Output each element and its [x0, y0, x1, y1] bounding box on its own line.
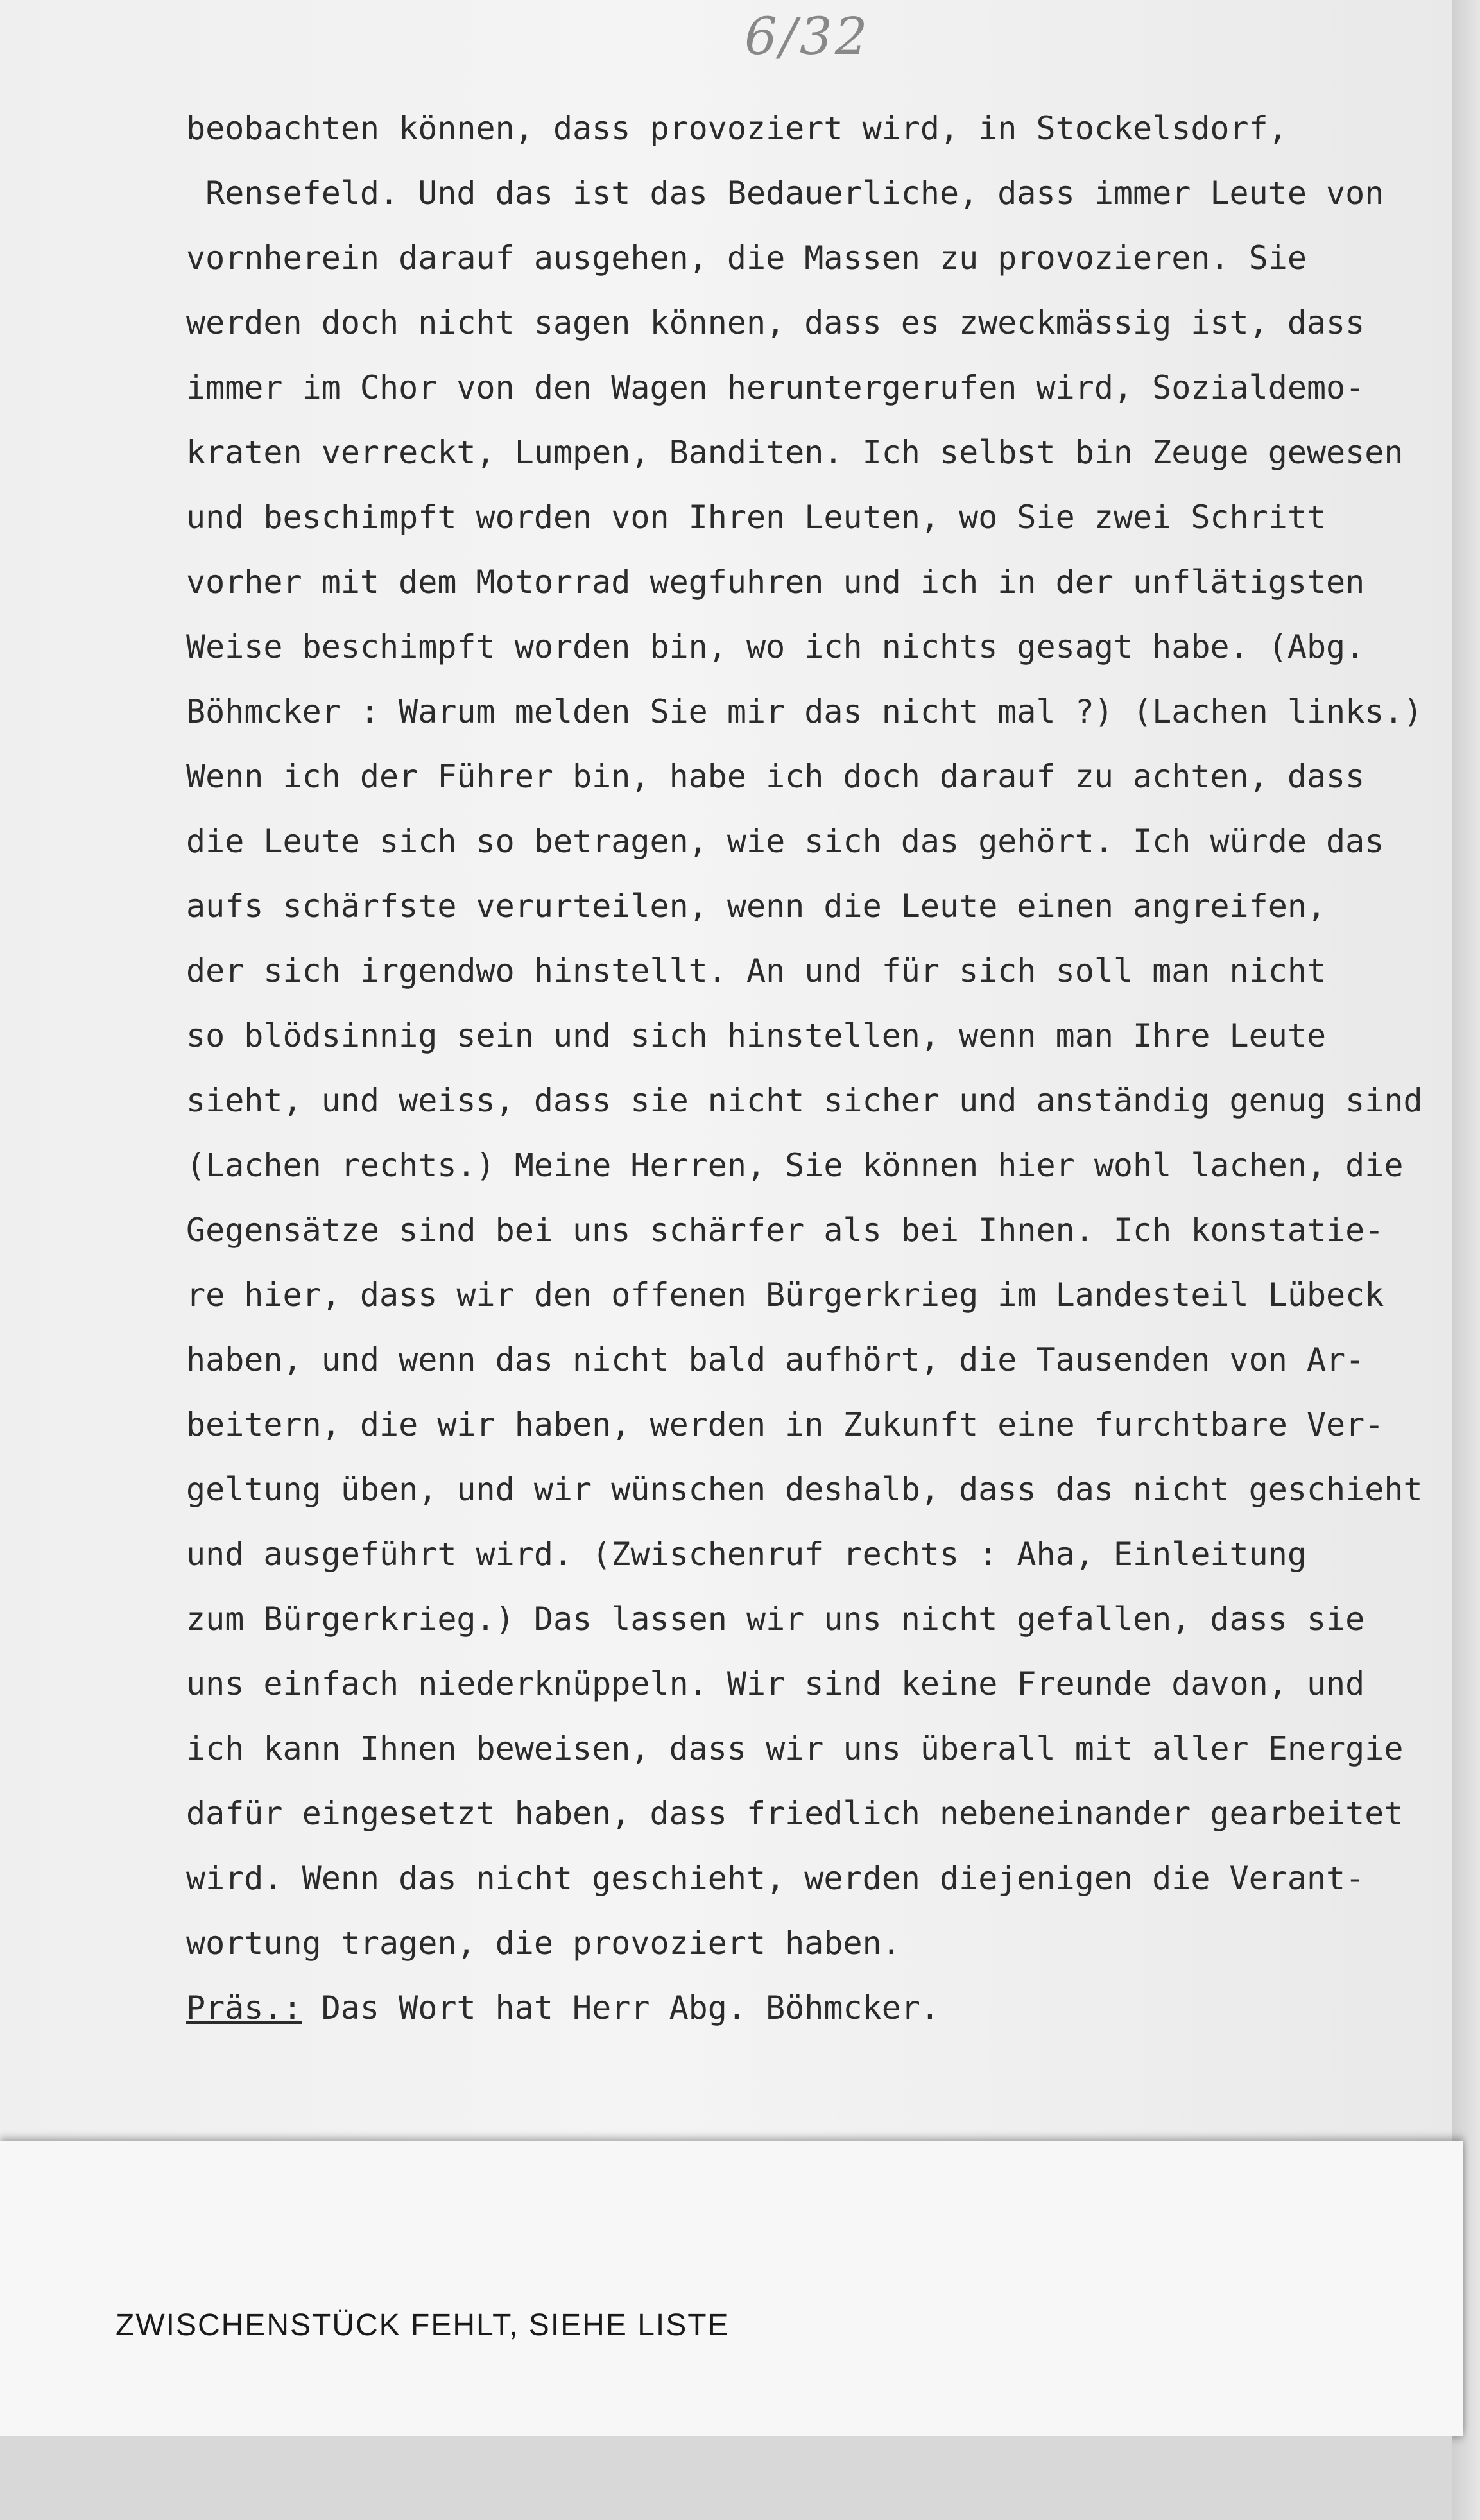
lower-page-band: [0, 2436, 1452, 2520]
text-line: uns einfach niederknüppeln. Wir sind keine Freunde davon, und: [186, 1665, 1365, 1702]
text-line: re hier, dass wir den offenen Bürgerkrieg im Landesteil Lübeck: [186, 1276, 1384, 1314]
text-line: haben, und wenn das nicht bald aufhört, die Tausenden von Ar-: [186, 1341, 1365, 1378]
text-line: vorher mit dem Motorrad wegfuhren und ich in der unflätigsten: [186, 563, 1365, 601]
text-line: werden doch nicht sagen können, dass es zweckmässig ist, dass: [186, 304, 1365, 341]
text-line: wortung tragen, die provoziert haben.: [186, 1924, 901, 1962]
text-line: Weise beschimpft worden bin, wo ich nichts gesagt habe. (Abg.: [186, 628, 1365, 665]
text-line: (Lachen rechts.) Meine Herren, Sie können hier wohl lachen, die: [186, 1147, 1404, 1184]
text-line: die Leute sich so betragen, wie sich das gehört. Ich würde das: [186, 823, 1384, 860]
text-line: beitern, die wir haben, werden in Zukunft eine furchtbare Ver-: [186, 1406, 1384, 1443]
text-line: und beschimpft worden von Ihren Leuten, wo Sie zwei Schritt: [186, 499, 1327, 536]
body-text: [186, 96, 1444, 2041]
text-line: kraten verreckt, Lumpen, Banditen. Ich selbst bin Zeuge gewesen: [186, 434, 1404, 471]
text-line: Böhmcker : Warum melden Sie mir das nicht mal ?) (Lachen links.): [186, 693, 1423, 730]
text-line: immer im Chor von den Wagen heruntergerufen wird, Sozialdemo-: [186, 369, 1365, 406]
text-line: zum Bürgerkrieg.) Das lassen wir uns nicht gefallen, dass sie: [186, 1600, 1365, 1638]
speaker-label: Präs.:: [186, 1989, 302, 2027]
text-line: aufs schärfste verurteilen, wenn die Leute einen angreifen,: [186, 887, 1327, 925]
pasted-note-slip: [0, 2141, 1463, 2436]
text-line: ich kann Ihnen beweisen, dass wir uns überall mit aller Energie: [186, 1730, 1404, 1767]
text-line: vornherein darauf ausgehen, die Massen zu provozieren. Sie: [186, 239, 1307, 277]
text-line: geltung üben, und wir wünschen deshalb, dass das nicht geschieht: [186, 1471, 1423, 1508]
text-line: der sich irgendwo hinstellt. An und für sich soll man nicht: [186, 952, 1327, 990]
text-line: Gegensätze sind bei uns schärfer als bei Ihnen. Ich konstatie-: [186, 1212, 1384, 1249]
text-line: beobachten können, dass provoziert wird, in Stockelsdorf,: [186, 110, 1287, 147]
speaker-text: Das Wort hat Herr Abg. Böhmcker.: [302, 1989, 940, 2027]
speaker-line: [186, 1976, 1444, 2041]
text-line: Rensefeld. Und das ist das Bedauerliche, dass immer Leute von: [186, 175, 1384, 212]
text-line: sieht, und weiss, dass sie nicht sicher und anständig genug sind: [186, 1082, 1423, 1119]
missing-section-note: ZWISCHENSTÜCK FEHLT, SIEHE LISTE: [116, 2308, 730, 2342]
text-line: Wenn ich der Führer bin, habe ich doch darauf zu achten, dass: [186, 758, 1365, 795]
text-line: wird. Wenn das nicht geschieht, werden diejenigen die Verant-: [186, 1860, 1365, 1897]
text-line: dafür eingesetzt haben, dass friedlich nebeneinander gearbeitet: [186, 1795, 1404, 1832]
page-number: 6/32: [744, 6, 870, 66]
text-line: und ausgeführt wird. (Zwischenruf rechts : Aha, Einleitung: [186, 1536, 1307, 1573]
text-line: so blödsinnig sein und sich hinstellen, wenn man Ihre Leute: [186, 1017, 1327, 1054]
